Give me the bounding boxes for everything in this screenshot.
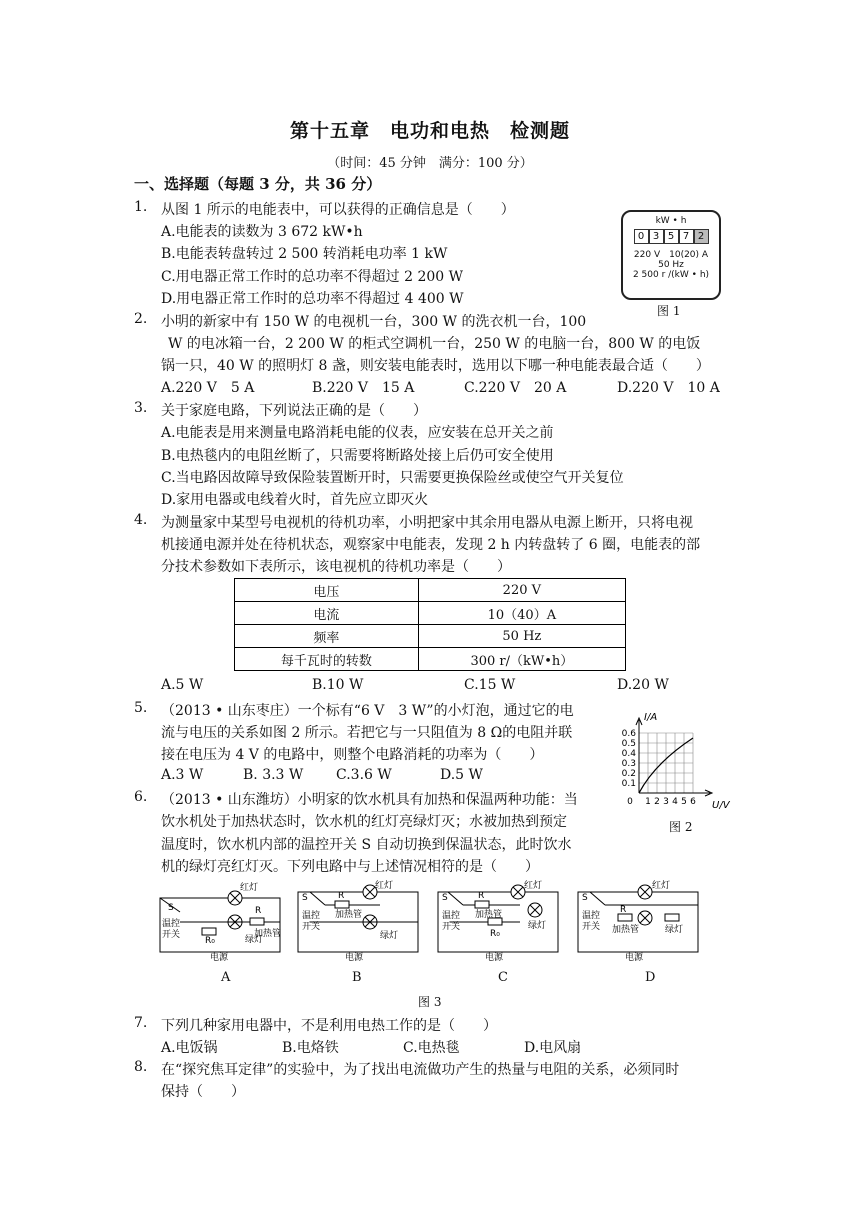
table-cell: 每千瓦时的转数 xyxy=(235,648,419,671)
q8-number: 8. xyxy=(134,1059,148,1075)
y-tick-label: 0.6 xyxy=(621,729,636,739)
table-cell: 50 Hz xyxy=(418,625,625,648)
q5-option-c: C.3.6 W xyxy=(336,767,392,783)
x-tick-label: 3 xyxy=(663,797,669,807)
meter-digit: 3 xyxy=(649,229,664,244)
heater-label: 加热管 xyxy=(254,929,282,939)
green-lamp-label: 绿灯 xyxy=(245,935,264,945)
switch-label: 开关 xyxy=(582,922,601,932)
switch-label: 温控 xyxy=(162,919,181,929)
y-tick-label: 0.5 xyxy=(621,739,636,749)
figure-3-caption: 图 3 xyxy=(418,995,442,1009)
table-cell: 电压 xyxy=(235,579,419,602)
q5-line: 流与电压的关系如图 2 所示。若把它与一只阻值为 8 Ω的电阻并联 xyxy=(161,725,573,741)
x-axis-label: U/V xyxy=(712,800,730,811)
q2-option-c: C.220 V 20 A xyxy=(464,380,567,396)
q7-option-a: A.电饭锅 xyxy=(161,1040,218,1056)
q4-option-c: C.15 W xyxy=(464,677,516,693)
q4-number: 4. xyxy=(134,512,148,528)
x-tick-label: 0 xyxy=(627,797,633,807)
switch-label: 开关 xyxy=(442,922,461,932)
meter-digit: 2 xyxy=(694,229,709,244)
q7-number: 7. xyxy=(134,1015,148,1031)
page-subtitle: （时间：45 分钟 满分：100 分） xyxy=(327,156,533,171)
q7-option-c: C.电热毯 xyxy=(403,1040,460,1056)
meter-frequency: 50 Hz xyxy=(658,260,684,270)
heater-label: 加热管 xyxy=(335,910,363,920)
q1-option-a: A.电能表的读数为 3 672 kW•h xyxy=(161,224,363,240)
meter-digit: 7 xyxy=(679,229,694,244)
power-source-label: 电源 xyxy=(625,953,644,963)
q3-option-d: D.家用电器或电线着火时，首先应立即灭火 xyxy=(161,492,429,508)
switch-label: 温控 xyxy=(302,911,321,921)
q7-stem: 下列几种家用电器中，不是利用电热工作的是（ ） xyxy=(161,1018,497,1034)
power-source-label: 电源 xyxy=(345,953,364,963)
q4-line: 分技术参数如下表所示，该电视机的待机功率是（ ） xyxy=(161,559,511,575)
meter-revolutions: 2 500 r /(kW • h) xyxy=(632,270,710,280)
graph-grid xyxy=(639,733,693,793)
switch-label: 温控 xyxy=(582,911,601,921)
q5-option-b: B. 3.3 W xyxy=(243,767,304,783)
q2-option-b: B.220 V 15 A xyxy=(312,380,415,396)
q3-option-b: B.电热毯内的电阻丝断了，只需要将断路处接上后仍可安全使用 xyxy=(161,448,554,464)
resistor-r0-label: R₀ xyxy=(490,929,500,939)
q5-option-d: D.5 W xyxy=(440,767,483,783)
current-voltage-graph xyxy=(600,700,750,815)
meter-digit: 5 xyxy=(664,229,679,244)
q4-option-a: A.5 W xyxy=(161,677,204,693)
switch-s-label: S xyxy=(302,893,308,903)
circuit-label-d: D xyxy=(645,970,656,985)
power-source-label: 电源 xyxy=(485,953,504,963)
q6-line: （2013 • 山东潍坊）小明家的饮水机具有加热和保温两种功能：当 xyxy=(161,792,578,808)
q2-line: 锅一只，40 W 的照明灯 8 盏，则安装电能表时，选用以下哪一种电能表最合适（ ） xyxy=(161,358,710,374)
q5-line: 接在电压为 4 V 的电路中，则整个电路消耗的功率为（ ） xyxy=(161,747,544,763)
heater-label: 加热管 xyxy=(612,925,640,935)
table-cell: 频率 xyxy=(235,625,419,648)
q4-line: 为测量家中某型号电视机的待机功率，小明把家中其余用电器从电源上断开，只将电视 xyxy=(161,515,693,531)
y-axis-label: I/A xyxy=(644,712,658,723)
table-cell: 220 V xyxy=(418,579,625,602)
y-tick-label: 0.4 xyxy=(621,749,636,759)
q1-number: 1. xyxy=(134,199,148,215)
q2-option-a: A.220 V 5 A xyxy=(161,380,255,396)
switch-label: 温控 xyxy=(442,911,461,921)
meter-unit: kW • h xyxy=(655,216,687,226)
q5-option-a: A.3 W xyxy=(161,767,204,783)
red-lamp-label: 红灯 xyxy=(524,881,543,891)
q4-line: 机接通电源并处在待机状态，观察家中电能表，发现 2 h 内转盘转了 6 圈，电能表的部 xyxy=(161,537,701,553)
table-cell: 10（40）A xyxy=(418,602,625,625)
table-cell: 300 r/（kW•h） xyxy=(418,648,625,671)
red-lamp-label: 红灯 xyxy=(240,883,259,893)
meter-rating: 220 V 10(20) A xyxy=(633,250,709,260)
q2-number: 2. xyxy=(134,311,148,327)
q6-line: 饮水机处于加热状态时，饮水机的红灯亮绿灯灭；水被加热到预定 xyxy=(161,814,567,830)
q8-line: 保持（ ） xyxy=(161,1084,245,1100)
meter-digits xyxy=(623,229,719,244)
q6-line: 机的绿灯亮红灯灭。下列电路中与上述情况相符的是（ ） xyxy=(161,859,539,875)
switch-s-label: S xyxy=(582,893,588,903)
x-tick-label: 6 xyxy=(690,797,696,807)
power-source-label: 电源 xyxy=(210,953,229,963)
resistor-r-label: R xyxy=(478,891,485,901)
q4-option-b: B.10 W xyxy=(312,677,364,693)
circuit-label-b: B xyxy=(352,970,362,985)
page-title: 第十五章 电功和电热 检测题 xyxy=(289,120,570,142)
q3-option-a: A.电能表是用来测量电路消耗电能的仪表，应安装在总开关之前 xyxy=(161,425,554,441)
switch-s-label: S xyxy=(168,903,174,913)
q8-line: 在“探究焦耳定律”的实验中，为了找出电流做功产生的热量与电阻的关系，必须同时 xyxy=(161,1062,680,1078)
q6-line: 温度时，饮水机内部的温控开关 S 自动切换到保温状态，此时饮水 xyxy=(161,837,572,853)
q1-option-b: B.电能表转盘转过 2 500 转消耗电功率 1 kW xyxy=(161,246,448,262)
green-lamp-label: 绿灯 xyxy=(380,931,399,941)
heater-label: 加热管 xyxy=(475,910,503,920)
q2-line: 小明的新家中有 150 W 的电视机一台，300 W 的洗衣机一台，100 xyxy=(161,314,587,330)
x-tick-label: 4 xyxy=(672,797,678,807)
y-tick-label: 0.3 xyxy=(621,759,636,769)
q5-line: （2013 • 山东枣庄）一个标有“6 V 3 W”的小灯泡，通过它的电 xyxy=(161,703,574,719)
resistor-r0-label: R₀ xyxy=(205,936,215,946)
q7-option-b: B.电烙铁 xyxy=(282,1040,339,1056)
q5-number: 5. xyxy=(134,700,148,716)
y-tick-label: 0.2 xyxy=(621,769,636,779)
q4-option-d: D.20 W xyxy=(617,677,669,693)
table-cell: 电流 xyxy=(235,602,419,625)
q2-option-d: D.220 V 10 A xyxy=(617,380,720,396)
switch-label: 开关 xyxy=(162,930,181,940)
figure-1-caption: 图 1 xyxy=(657,304,681,318)
meter-parameter-table xyxy=(234,578,626,671)
meter-digit: 0 xyxy=(634,229,649,244)
q1-stem: 从图 1 所示的电能表中，可以获得的正确信息是（ ） xyxy=(161,202,515,218)
q3-number: 3. xyxy=(134,400,148,416)
circuit-label-c: C xyxy=(498,970,508,985)
electricity-meter-figure xyxy=(621,210,721,300)
circuit-diagrams xyxy=(150,880,710,990)
table-row xyxy=(235,579,626,602)
table-row xyxy=(235,602,626,625)
graph-axes xyxy=(636,718,712,796)
resistor-r-label: R xyxy=(255,906,262,916)
q1-option-c: C.用电器正常工作时的总功率不得超过 2 200 W xyxy=(161,269,464,285)
resistor-r-label: R xyxy=(338,891,345,901)
figure-2-caption: 图 2 xyxy=(669,820,693,834)
q7-option-d: D.电风扇 xyxy=(524,1040,582,1056)
x-tick-label: 2 xyxy=(654,797,660,807)
switch-label: 开关 xyxy=(302,922,321,932)
section-heading: 一、选择题（每题 3 分，共 36 分） xyxy=(134,175,382,193)
q3-option-c: C.当电路因故障导致保险装置断开时，只需要更换保险丝或使空气开关复位 xyxy=(161,470,624,486)
circuit-label-a: A xyxy=(221,970,231,985)
y-tick-label: 0.1 xyxy=(621,779,636,789)
table-row xyxy=(235,648,626,671)
q6-number: 6. xyxy=(134,789,148,805)
q1-option-d: D.用电器正常工作时的总功率不得超过 4 400 W xyxy=(161,291,464,307)
red-lamp-label: 红灯 xyxy=(375,881,394,891)
resistor-r-label: R xyxy=(620,905,627,915)
red-lamp-label: 红灯 xyxy=(652,881,671,891)
q3-stem: 关于家庭电路，下列说法正确的是（ ） xyxy=(161,403,427,419)
table-row xyxy=(235,625,626,648)
green-lamp-label: 绿灯 xyxy=(528,921,547,931)
green-lamp-label: 绿灯 xyxy=(665,925,684,935)
x-tick-label: 5 xyxy=(681,797,687,807)
x-tick-label: 1 xyxy=(645,797,651,807)
switch-s-label: S xyxy=(442,893,448,903)
q2-line: W 的电冰箱一台，2 200 W 的柜式空调机一台，250 W 的电脑一台，800 W 的电饭 xyxy=(168,336,701,352)
